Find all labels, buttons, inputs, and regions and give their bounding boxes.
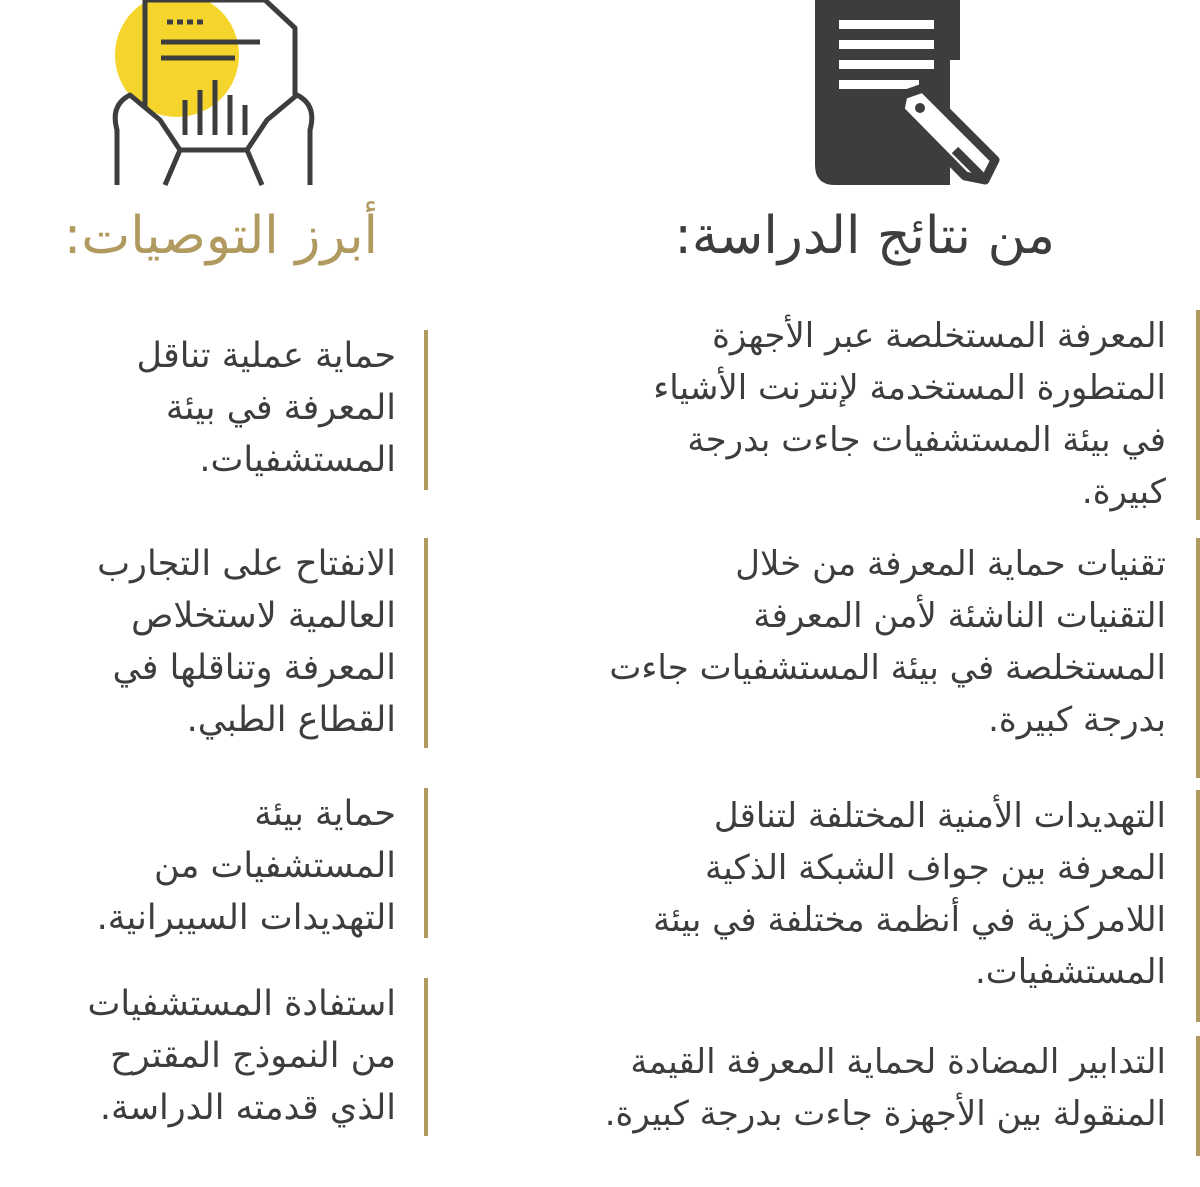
results-heading: من نتائج الدراسة: <box>674 206 1055 266</box>
recommendation-item: حماية عملية تناقل المعرفة في بيئة المستشفيات. <box>0 330 428 490</box>
result-item: التهديدات الأمنية المختلفة لتناقل المعرفة بين جواف الشبكة الذكية اللامركزية في أنظمة مختلفة في بيئة المستشفيات. <box>510 790 1200 1022</box>
recommendation-item: حماية بيئة المستشفيات من التهديدات السيبرانية. <box>0 788 428 938</box>
report-hands-icon <box>105 0 320 200</box>
recommendation-item: الانفتاح على التجارب العالمية لاستخلاص المعرفة وتناقلها في القطاع الطبي. <box>0 538 428 748</box>
recommendations-heading: أبرز التوصيات: <box>63 206 378 266</box>
result-item: التدابير المضادة لحماية المعرفة القيمة المنقولة بين الأجهزة جاءت بدرجة كبيرة. <box>510 1036 1200 1156</box>
recommendations-list <box>0 330 428 1136</box>
results-list <box>510 310 1200 1156</box>
recommendation-item: استفادة المستشفيات من النموذج المقترح الذي قدمته الدراسة. <box>0 978 428 1136</box>
result-item: تقنيات حماية المعرفة من خلال التقنيات الناشئة لأمن المعرفة المستخلصة في بيئة المستشفيات جاءت بدرجة كبيرة. <box>510 538 1200 778</box>
result-item: المعرفة المستخلصة عبر الأجهزة المتطورة المستخدمة لإنترنت الأشياء في بيئة المستشفيات جاءت بدرجة كبيرة. <box>510 310 1200 520</box>
document-pen-icon <box>805 0 1005 195</box>
